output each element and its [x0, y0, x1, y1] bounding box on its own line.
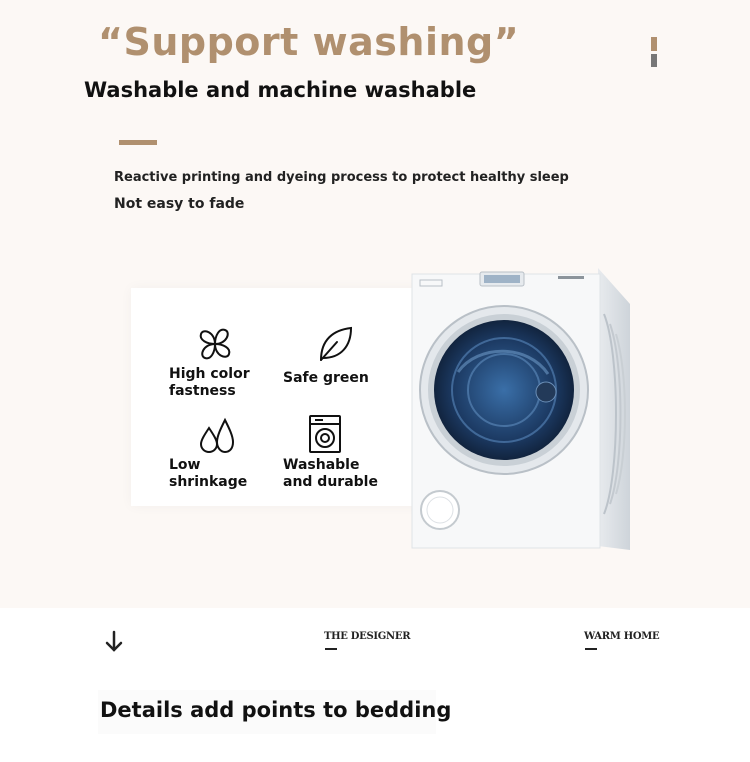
subheadline: Washable and machine washable [84, 78, 477, 102]
nav-dash [585, 648, 597, 650]
washing-machine-icon [305, 414, 345, 454]
feature-label: High color fastness [169, 366, 250, 399]
headline: “Support washing” [98, 20, 520, 64]
feature-label: Low shrinkage [169, 457, 248, 490]
leaf-icon [315, 324, 355, 364]
arrow-down-icon [103, 630, 125, 654]
description-line-2: Not easy to fade [114, 196, 245, 212]
section-title: Details add points to bedding [98, 690, 436, 734]
feature-card [131, 288, 427, 506]
water-drops-icon [197, 416, 237, 456]
nav-dash [325, 648, 337, 650]
feature-label: Washable and durable [283, 457, 378, 490]
feature-label: Safe green [283, 370, 369, 386]
corner-mark [651, 37, 657, 67]
flower-clover-icon [195, 324, 235, 364]
nav-item-warm-home[interactable]: WARM HOME [584, 631, 660, 642]
accent-bar [119, 140, 157, 145]
description-line-1: Reactive printing and dyeing process to protect healthy sleep [114, 170, 569, 185]
nav-item-the-designer[interactable]: THE DESIGNER [324, 631, 411, 642]
washing-machine-image [408, 264, 634, 554]
